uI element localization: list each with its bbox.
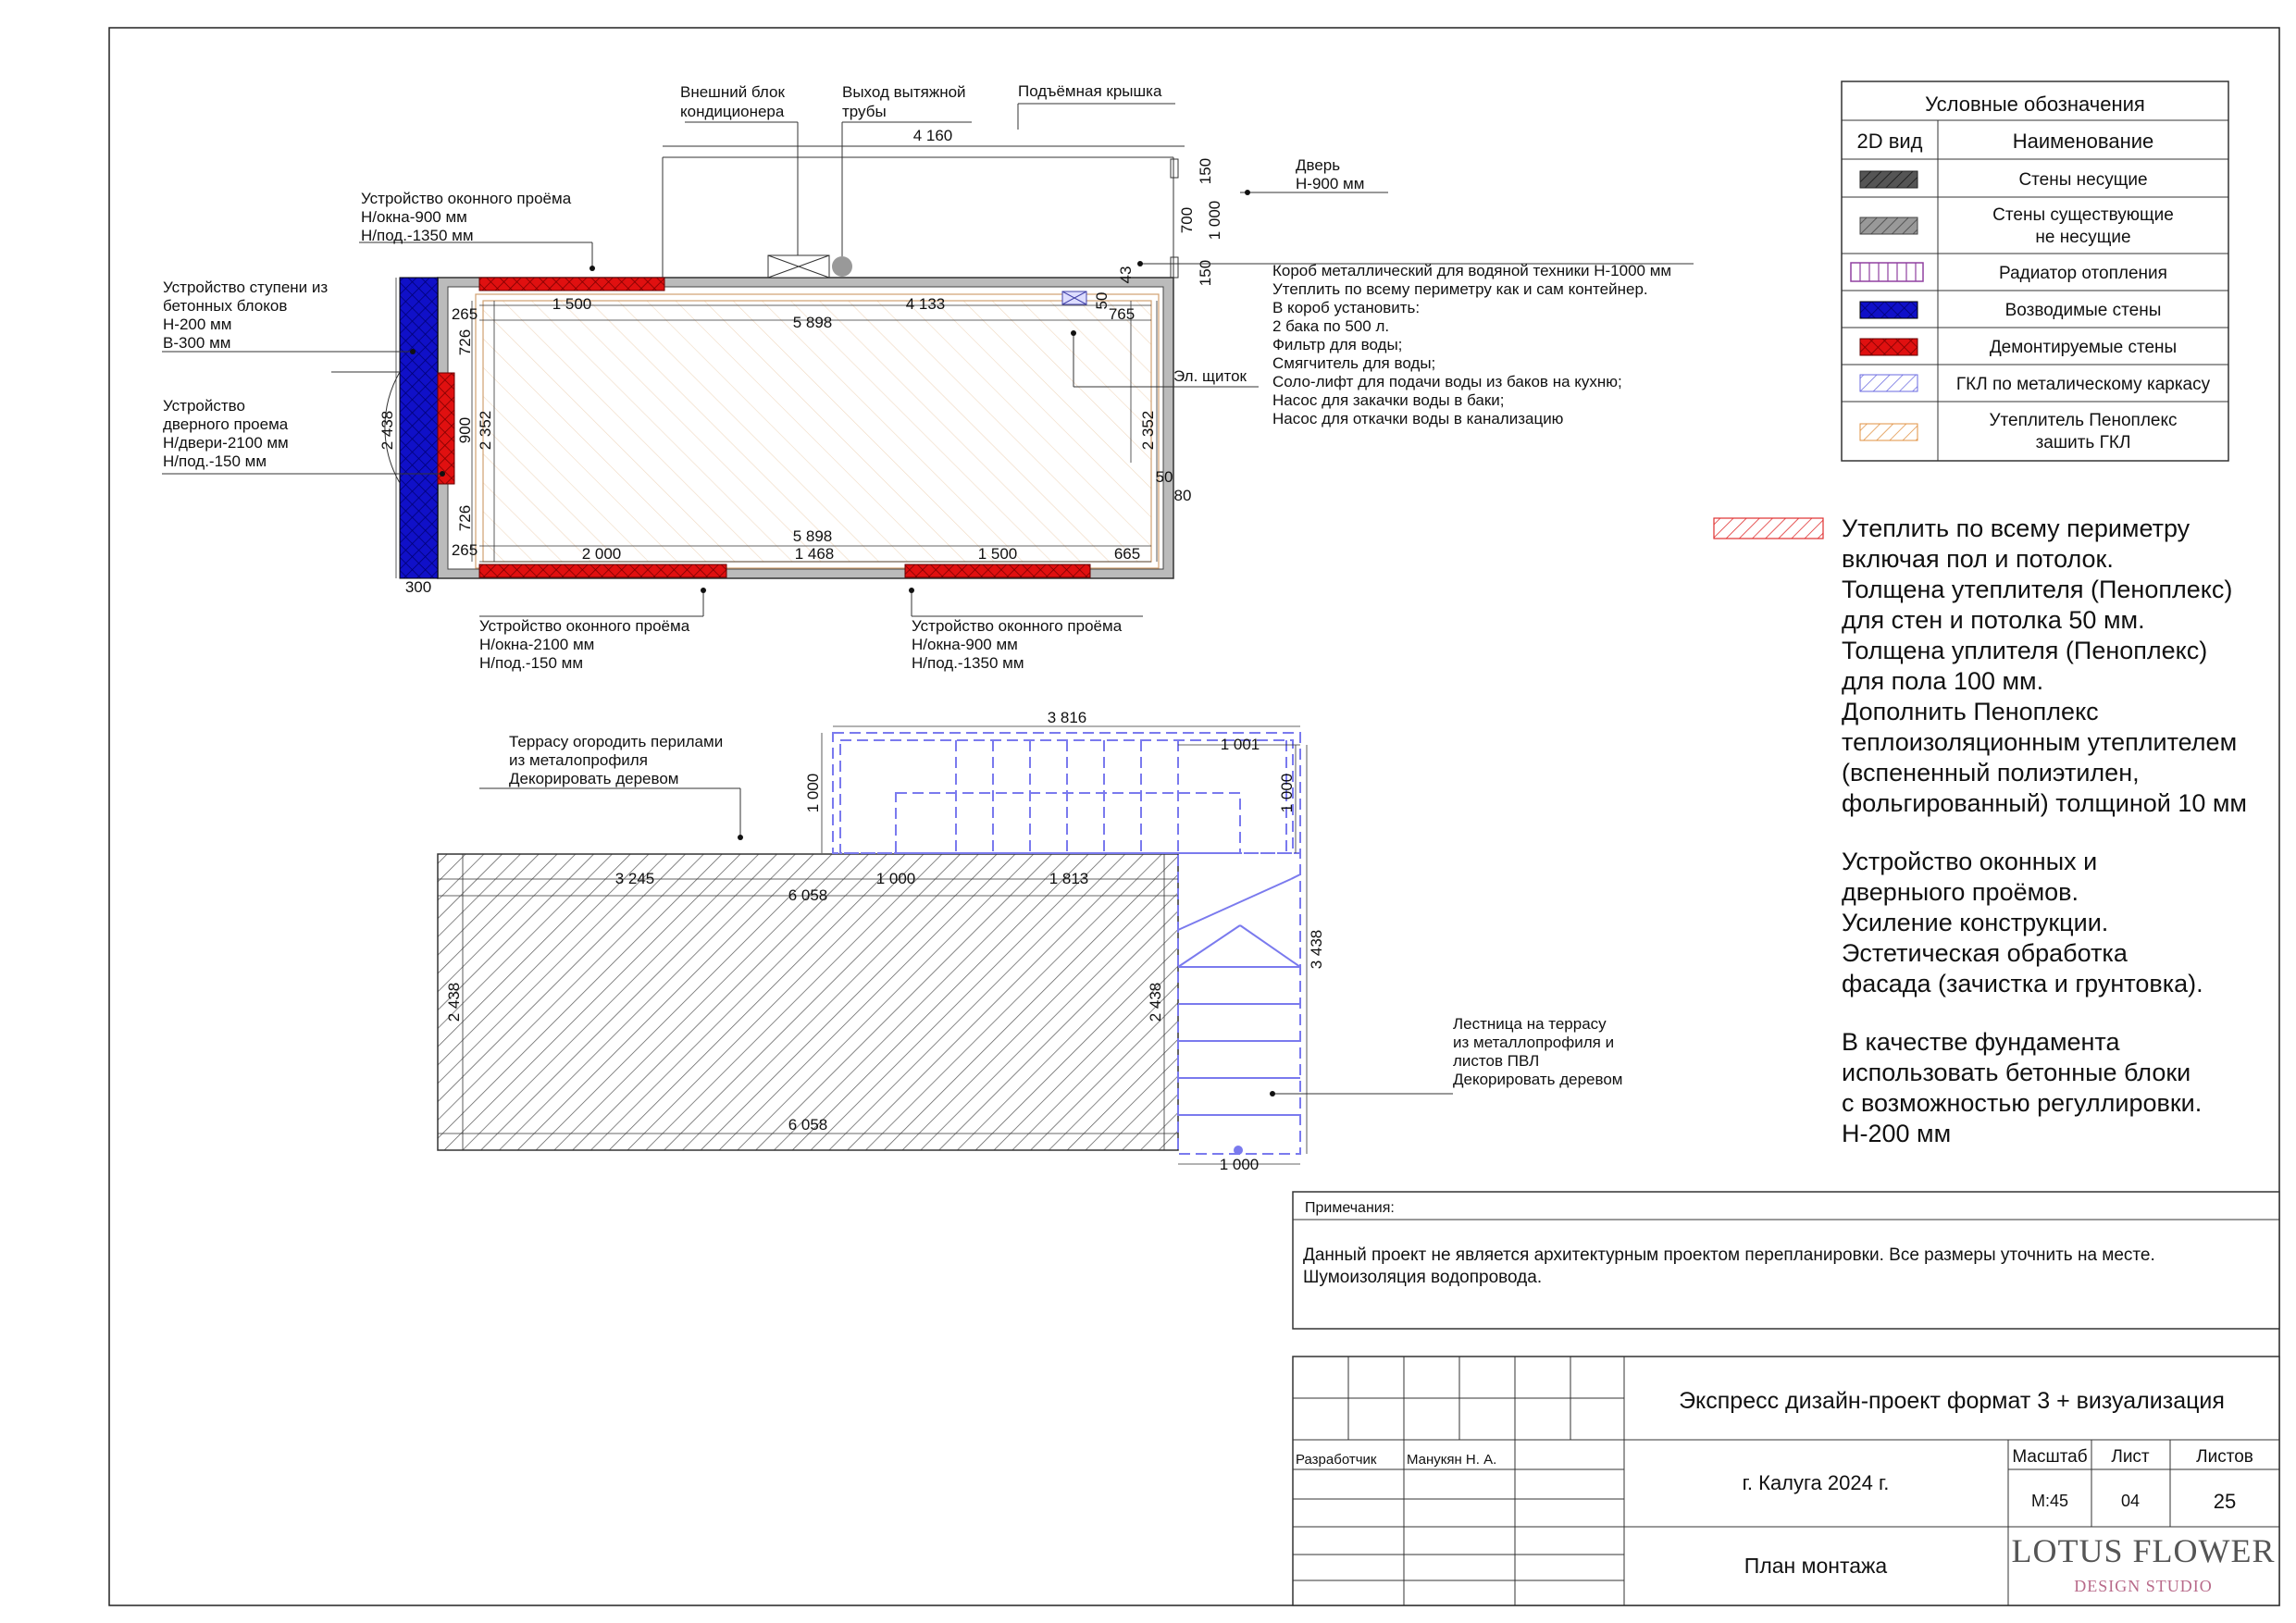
label-door-1: Дверь — [1296, 156, 1341, 174]
note1-line1: Утеплить по всему периметру — [1842, 514, 2191, 542]
dim-3245: 3 245 — [614, 870, 655, 887]
dim-150-bottom: 150 — [1197, 259, 1214, 287]
label-water-box-2: Утеплить по всему периметру как и сам контейнер. — [1272, 280, 1648, 298]
dim-50-bottom: 50 — [1155, 468, 1173, 486]
right-notes — [1714, 514, 2247, 1147]
dim-6058-top: 6 058 — [788, 886, 828, 904]
dim-2438: 2 438 — [379, 410, 396, 451]
dim-1500-top: 1 500 — [552, 295, 592, 313]
label-door-opening-2: дверного проема — [163, 415, 289, 433]
dim-2438-terrace-left: 2 438 — [445, 982, 463, 1022]
dim-3816: 3 816 — [1047, 709, 1087, 726]
notes-title: Примечания: — [1305, 1200, 1395, 1216]
legend-item-nonbearing-2: не несущие — [2035, 228, 2131, 247]
dim-5898-top: 5 898 — [792, 314, 833, 331]
label-exhaust-2: трубы — [842, 103, 887, 120]
legend-item-demolish: Демонтируемые стены — [1989, 338, 2178, 357]
dim-700: 700 — [1178, 206, 1196, 234]
dim-2352-left: 2 352 — [477, 410, 494, 451]
label-window-top-3: Н/под.-1350 мм — [361, 227, 474, 244]
label-step-4: В-300 мм — [163, 334, 231, 352]
dim-1500-bottom: 1 500 — [977, 545, 1018, 563]
label-step-2: бетонных блоков — [163, 297, 288, 315]
label-water-box-1: Короб металлический для водяной техники Н-1000 мм — [1272, 262, 1672, 279]
label-step-3: Н-200 мм — [163, 316, 232, 333]
label-window-top-2: Н/окна-900 мм — [361, 208, 467, 226]
title-block — [1293, 1357, 2279, 1605]
legend-col-view: 2D вид — [1856, 130, 1923, 153]
label-water-box-9: Насос для откачки воды в канализацию — [1272, 410, 1564, 427]
dim-4160: 4 160 — [912, 127, 953, 144]
sheets-label: Листов — [2196, 1447, 2253, 1467]
label-window-top-1: Устройство оконного проёма — [361, 190, 572, 207]
sheets-value: 25 — [2213, 1490, 2237, 1513]
dim-765: 765 — [1108, 305, 1136, 323]
scale-value: М:45 — [2030, 1492, 2069, 1510]
logo-main: LOTUS FLOWER — [2011, 1532, 2276, 1569]
sheet-value: 04 — [2120, 1492, 2141, 1510]
label-water-box-7: Соло-лифт для подачи воды из баков на кухню; — [1272, 373, 1622, 390]
dim-50-top: 50 — [1093, 291, 1111, 310]
note1-line9: (вспененный полиэтилен, — [1842, 759, 2140, 787]
note1-line5: Толщена уплителя (Пеноплекс) — [1842, 637, 2208, 664]
dim-1001: 1 001 — [1220, 736, 1260, 753]
dim-1000-stair: 1 000 — [1219, 1156, 1260, 1173]
legend-item-insulation-1: Утеплитель Пеноплекс — [1989, 411, 2178, 430]
label-lift-cover: Подъёмная крышка — [1018, 82, 1162, 100]
city-year: г. Калуга 2024 г. — [1742, 1471, 1890, 1494]
scale-label: Масштаб — [2012, 1447, 2088, 1467]
dim-1000-mid: 1 000 — [875, 870, 916, 887]
legend-item-bearing: Стены несущие — [2018, 170, 2148, 190]
dim-1468: 1 468 — [794, 545, 835, 563]
project-title: Экспресс дизайн-проект формат 3 + визуализация — [1679, 1388, 2225, 1414]
note1-line4: для стен и потолка 50 мм. — [1842, 606, 2145, 634]
logo-sub: DESIGN STUDIO — [2074, 1577, 2213, 1595]
note3-line4: Н-200 мм — [1842, 1120, 1952, 1147]
label-step-1: Устройство ступени из — [163, 279, 329, 296]
note1-line7: Дополнить Пеноплекс — [1842, 698, 2099, 725]
label-door-2: Н-900 мм — [1296, 175, 1365, 192]
label-exhaust-1: Выход вытяжной — [842, 83, 966, 101]
dim-3438: 3 438 — [1308, 929, 1325, 970]
bearing-wall-swatch — [1860, 171, 1917, 188]
interior-insulation — [483, 301, 1151, 562]
note3-line2: использовать бетонные блоки — [1842, 1059, 2191, 1086]
dim-665: 665 — [1113, 545, 1141, 563]
label-door-opening-3: Н/двери-2100 мм — [163, 434, 289, 452]
dim-1000-railing-left: 1 000 — [804, 773, 822, 813]
label-terrace-3: Декорировать деревом — [509, 770, 679, 787]
label-ac-unit-2: кондиционера — [680, 103, 785, 120]
label-terrace-1: Террасу огородить перилами — [509, 733, 724, 750]
label-water-box-4: 2 бака по 500 л. — [1272, 317, 1390, 335]
dim-4133: 4 133 — [905, 295, 946, 313]
label-window-br-1: Устройство оконного проёма — [912, 617, 1123, 635]
legend-item-new-wall: Возводимые стены — [2004, 301, 2162, 320]
dim-43: 43 — [1117, 266, 1135, 284]
note2-line2: дверныого проёмов. — [1842, 878, 2079, 906]
sheet-label: Лист — [2111, 1447, 2150, 1467]
label-stair-4: Декорировать деревом — [1453, 1071, 1623, 1088]
dim-80: 80 — [1173, 487, 1192, 504]
container-plan — [162, 104, 1694, 616]
dim-300: 300 — [404, 578, 432, 596]
label-water-box-5: Фильтр для воды; — [1272, 336, 1403, 353]
note3-line3: с возможностью регуллировки. — [1842, 1089, 2203, 1117]
notes-box — [1293, 1192, 2279, 1329]
legend-table — [1842, 81, 2228, 461]
dim-1000-vertical: 1 000 — [1206, 200, 1223, 241]
label-water-box-6: Смягчитель для воды; — [1272, 354, 1436, 372]
demolish-window-bottom-right — [905, 564, 1090, 577]
demolish-window-bottom-left — [479, 564, 726, 577]
label-door-opening-4: Н/под.-150 мм — [163, 452, 267, 470]
dim-150-top: 150 — [1197, 157, 1214, 185]
notes-line1: Данный проект не является архитектурным проектом перепланировки. Все размеры уточнить на месте. — [1303, 1245, 2155, 1265]
dim-1000-railing-right: 1 000 — [1278, 773, 1296, 813]
notes-line2: Шумоизоляция водопровода. — [1303, 1268, 1543, 1287]
nonbearing-wall-swatch — [1860, 217, 1917, 234]
note1-line8: теплоизоляционным утеплителем — [1842, 728, 2238, 756]
dim-2438-terrace-right: 2 438 — [1147, 982, 1164, 1022]
label-door-opening-1: Устройство — [163, 397, 245, 415]
label-stair-1: Лестница на террасу — [1453, 1015, 1607, 1033]
radiator-swatch — [1851, 263, 1923, 281]
label-stair-3: листов ПВЛ — [1453, 1052, 1540, 1070]
dim-265-bottom: 265 — [451, 541, 478, 559]
dim-726-top: 726 — [456, 328, 474, 356]
dim-265-top: 265 — [451, 305, 478, 323]
insulation-swatch — [1860, 424, 1917, 440]
demolish-door-left — [438, 373, 454, 484]
label-water-box-8: Насос для закачки воды в баки; — [1272, 391, 1505, 409]
note1-line3: Толщена утеплителя (Пеноплекс) — [1842, 576, 2233, 603]
new-wall-step — [400, 278, 438, 578]
label-ac-unit-1: Внешний блок — [680, 83, 785, 101]
label-window-br-2: Н/окна-900 мм — [912, 636, 1018, 653]
label-terrace-2: из металопрофиля — [509, 751, 648, 769]
dim-2000: 2 000 — [581, 545, 622, 563]
legend-item-nonbearing-1: Стены существующие — [1992, 205, 2174, 225]
stair — [1178, 853, 1300, 1154]
developer-label: Разработчик — [1296, 1452, 1377, 1468]
exhaust-pipe-symbol — [832, 256, 852, 277]
note2-line1: Устройство оконных и — [1842, 848, 2098, 875]
demolished-wall-swatch — [1860, 339, 1917, 355]
terrace-plan — [438, 709, 1622, 1173]
new-wall-swatch — [1860, 302, 1917, 318]
label-window-br-3: Н/под.-1350 мм — [912, 654, 1024, 672]
note2-line4: Эстетическая обработка — [1842, 939, 2128, 967]
note2-line5: фасада (зачистка и грунтовка). — [1842, 970, 2203, 997]
label-window-bl-1: Устройство оконного проёма — [479, 617, 690, 635]
legend-item-radiator: Радиатор отопления — [1999, 264, 2167, 283]
legend-item-drywall: ГКЛ по металическому каркасу — [1955, 375, 2211, 394]
sheet-title: План монтажа — [1744, 1554, 1888, 1578]
note1-line10: фольгированный) толщиной 10 мм — [1842, 789, 2247, 817]
note1-line6: для пола 100 мм. — [1842, 667, 2044, 695]
dim-5898-bottom: 5 898 — [792, 527, 833, 545]
legend-col-name: Наименование — [2012, 130, 2154, 153]
label-water-box-3: В короб установить: — [1272, 299, 1421, 316]
insulation-note-swatch — [1714, 518, 1823, 539]
dim-900: 900 — [456, 416, 474, 444]
dim-726-bottom: 726 — [456, 504, 474, 532]
dim-2352-right: 2 352 — [1139, 410, 1157, 451]
note3-line1: В качестве фундамента — [1842, 1028, 2120, 1056]
label-window-bl-2: Н/окна-2100 мм — [479, 636, 595, 653]
dim-1813: 1 813 — [1049, 870, 1089, 887]
developer-name: Манукян Н. А. — [1407, 1452, 1497, 1468]
legend-item-insulation-2: зашить ГКЛ — [2035, 433, 2131, 452]
label-stair-2: из металлопрофиля и — [1453, 1034, 1615, 1051]
label-el-panel: Эл. щиток — [1173, 367, 1247, 385]
note2-line3: Усиление конструкции. — [1842, 909, 2109, 936]
note1-line2: включая пол и потолок. — [1842, 545, 2114, 573]
dim-6058-bottom: 6 058 — [788, 1116, 828, 1134]
legend-title: Условные обозначения — [1925, 93, 2145, 116]
demolish-window-top — [479, 278, 664, 291]
drywall-swatch — [1860, 375, 1917, 391]
label-window-bl-3: Н/под.-150 мм — [479, 654, 584, 672]
